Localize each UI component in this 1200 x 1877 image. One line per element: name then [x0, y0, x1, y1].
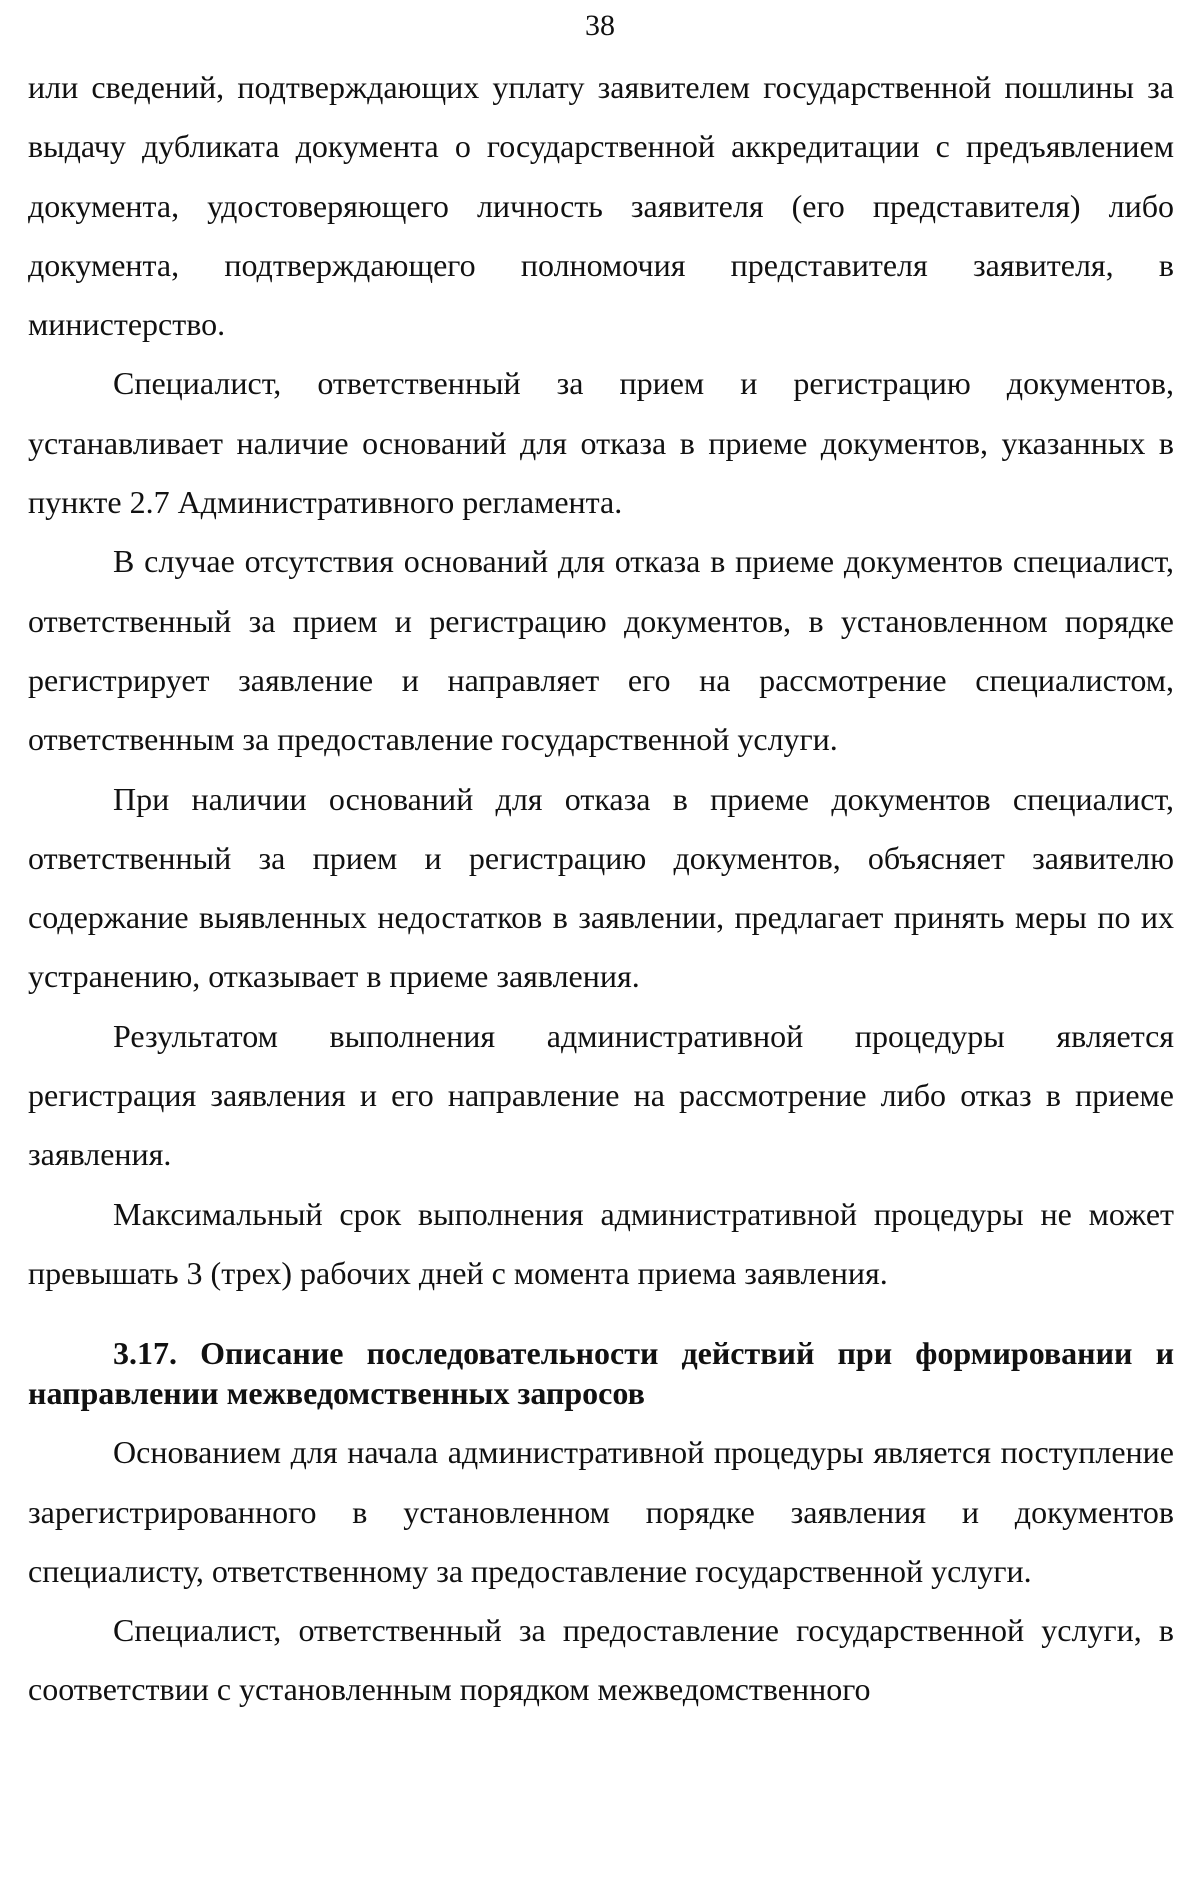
paragraph-no-grounds: В случае отсутствия оснований для отказа в приеме документов специалист, ответственный за прием и регистрацию документов, в установленном порядке регистрирует заявление и направляет его на рассмотрение специалистом, ответственным за предоставление государственной услуги.	[28, 543, 1174, 758]
paragraph-max-term: Максимальный срок выполнения административной процедуры не может превышать 3 (трех) рабочих дней с момента приема заявления.	[28, 1195, 1174, 1291]
paragraph-result: Результатом выполнения административной процедуры является регистрация заявления и его направление на рассмотрение либо отказ в приеме заявления.	[28, 1017, 1174, 1173]
paragraph-specialist-check: Специалист, ответственный за прием и регистрацию документов, устанавливает наличие оснований для отказа в приеме документов, указанных в пункте 2.7 Административного регламента.	[28, 365, 1174, 521]
paragraph-continuation: или сведений, подтверждающих уплату заявителем государственной пошлины за выдачу дубликата документа о государственной аккредитации с предъявлением документа, удостоверяющего личность заявителя (его представителя) либо документа, подтверждающего полномочия представителя заявителя, в министерство.	[28, 69, 1174, 343]
section-heading: 3.17. Описание последовательности действий при формировании и направлении межведомственных запросов	[28, 1335, 1174, 1412]
paragraph-grounds-refusal: При наличии оснований для отказа в приеме документов специалист, ответственный за прием и регистрацию документов, объясняет заявителю содержание выявленных недостатков в заявлении, предлагает принять меры по их устранению, отказывает в приеме заявления.	[28, 780, 1174, 995]
document-body	[28, 58, 1174, 1720]
paragraph-interagency: Специалист, ответственный за предоставление государственной услуги, в соответствии с установленным порядком межведомственного	[28, 1612, 1174, 1708]
paragraph-basis: Основанием для начала административной процедуры является поступление зарегистрированного в установленном порядке заявления и документов специалисту, ответственному за предоставление государственной услуги.	[28, 1434, 1174, 1589]
page-number: 38	[585, 9, 615, 42]
